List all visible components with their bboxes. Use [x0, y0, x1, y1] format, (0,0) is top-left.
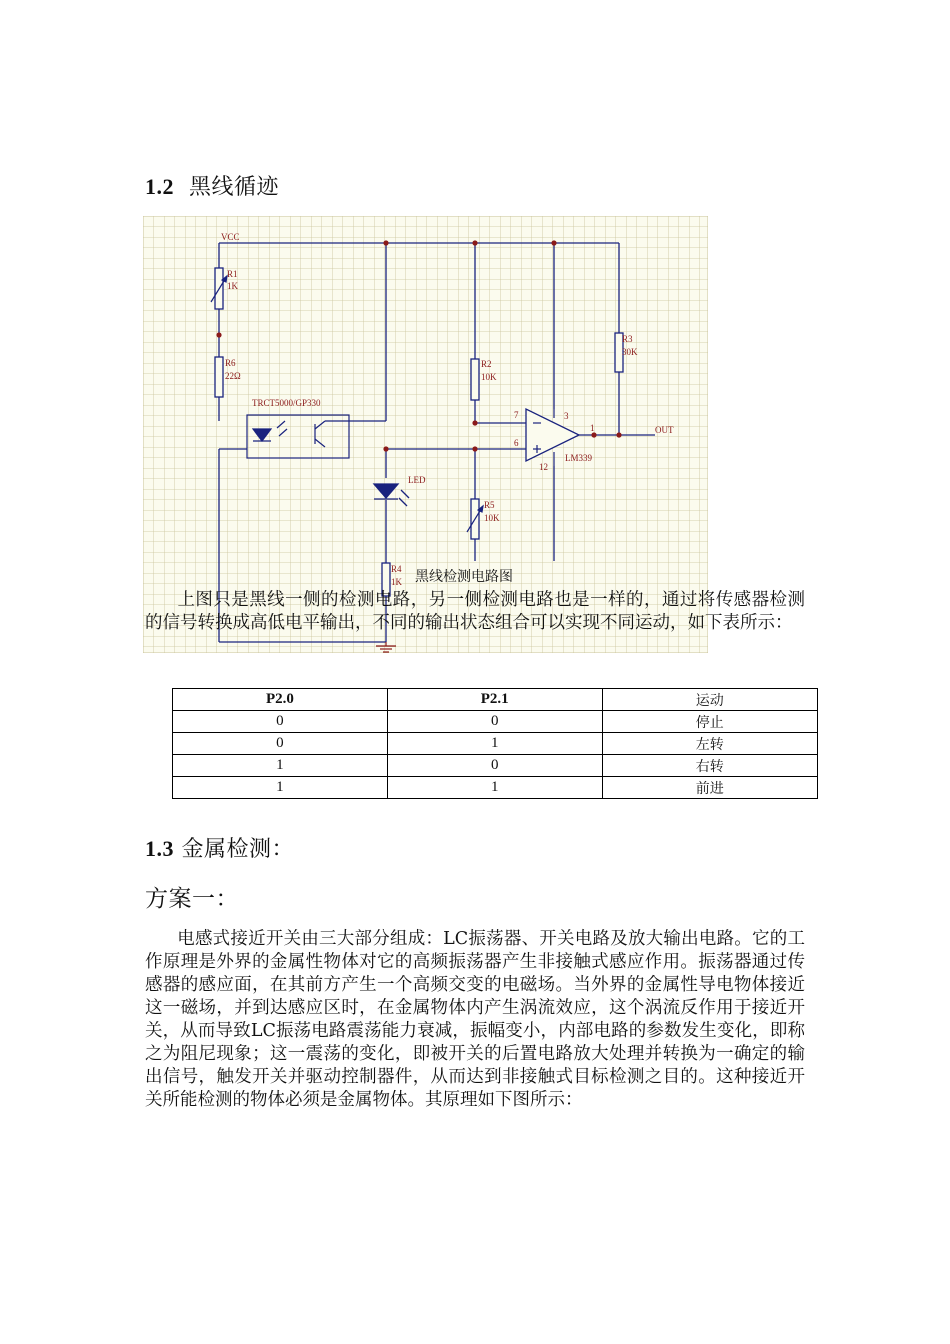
label-r5-name: R5 — [484, 500, 495, 510]
header-p21: P2.1 — [387, 689, 602, 711]
section-heading-1-2 — [145, 170, 279, 201]
paragraph — [145, 589, 805, 635]
label-pin-3: 3 — [564, 411, 569, 421]
table-cell: 1 — [173, 755, 388, 777]
header-p20: P2.0 — [173, 689, 388, 711]
label-r1-value: 1K — [227, 281, 238, 291]
table-cell: 右转 — [602, 755, 817, 777]
label-r2-name: R2 — [481, 359, 492, 369]
label-led: LED — [408, 475, 426, 485]
table-cell: 0 — [173, 711, 388, 733]
label-pin-1: 1 — [590, 423, 595, 433]
label-vcc: VCC — [221, 232, 240, 242]
paragraph — [145, 928, 805, 1112]
label-sensor: TRCT5000/GP330 — [252, 398, 321, 408]
label-pin-12: 12 — [539, 462, 548, 472]
table-row — [173, 777, 818, 799]
label-r3-value: 30K — [622, 347, 638, 357]
section-number: 1.2 — [145, 174, 174, 199]
label-opamp: LM339 — [565, 453, 592, 463]
resistor-r2 — [471, 359, 479, 400]
table-cell: 0 — [387, 711, 602, 733]
table-row — [173, 711, 818, 733]
label-r2-value: 10K — [481, 372, 497, 382]
table-cell: 1 — [173, 777, 388, 799]
paragraph-text: 上图只是黑线一侧的检测电路，另一侧检测电路也是一样的，通过将传感器检测的信号转换成高低电平输出，不同的输出状态组合可以实现不同运动，如下表所示： — [145, 590, 805, 633]
table-row — [173, 733, 818, 755]
figure-caption: 黑线检测电路图 — [415, 569, 513, 585]
header-motion: 运动 — [602, 689, 817, 711]
paragraph-text: 电感式接近开关由三大部分组成：LC振荡器、开关电路及放大输出电路。它的工作原理是外界的金属性物体对它的高频振荡器产生非接触式感应作用。振荡器通过传感器的感应面，在其前方产生一个高频交变的电磁场。当外界的金属性导电物体接近这一磁场，并到达感应区时，在金属物体内产生涡流效应，这个涡流反作用于接近开关，从而导致LC振荡电路震荡能力衰减，振幅变小，内部电路的参数发生变化，即称之为阻尼现象；这一震荡的变化，即被开关的后置电路放大处理并转换为一确定的输出信号，触发开关并驱动控制器件，从而达到非接触式目标检测之目的。这种接近开关所能检测的物体必须是金属物体。其原理如下图所示： — [145, 929, 805, 1110]
table-row — [173, 755, 818, 777]
section-heading-1-3 — [145, 832, 294, 863]
table-header-row — [173, 689, 818, 711]
table-cell: 停止 — [602, 711, 817, 733]
circuit-diagram — [143, 216, 708, 653]
label-pin-7: 7 — [514, 410, 519, 420]
section-title: 金属检测： — [181, 837, 295, 862]
label-r6-value: 22Ω — [225, 371, 241, 381]
label-r4-name: R4 — [391, 564, 402, 574]
label-r3-name: R3 — [622, 334, 633, 344]
motion-table — [172, 688, 818, 799]
table-cell: 0 — [173, 733, 388, 755]
label-r1-name: R1 — [227, 269, 238, 279]
resistor-r6 — [215, 357, 223, 397]
section-title: 黑线循迹 — [189, 175, 280, 200]
table-cell: 前进 — [602, 777, 817, 799]
table-cell: 1 — [387, 733, 602, 755]
table-cell: 左转 — [602, 733, 817, 755]
label-r4-value: 1K — [391, 577, 402, 587]
table-cell: 0 — [387, 755, 602, 777]
label-r5-value: 10K — [484, 513, 500, 523]
label-out: OUT — [655, 425, 674, 435]
table-cell: 1 — [387, 777, 602, 799]
section-number: 1.3 — [145, 836, 174, 861]
label-r6-name: R6 — [225, 358, 236, 368]
label-pin-6: 6 — [514, 438, 519, 448]
plan-heading: 方案一： — [145, 886, 239, 912]
